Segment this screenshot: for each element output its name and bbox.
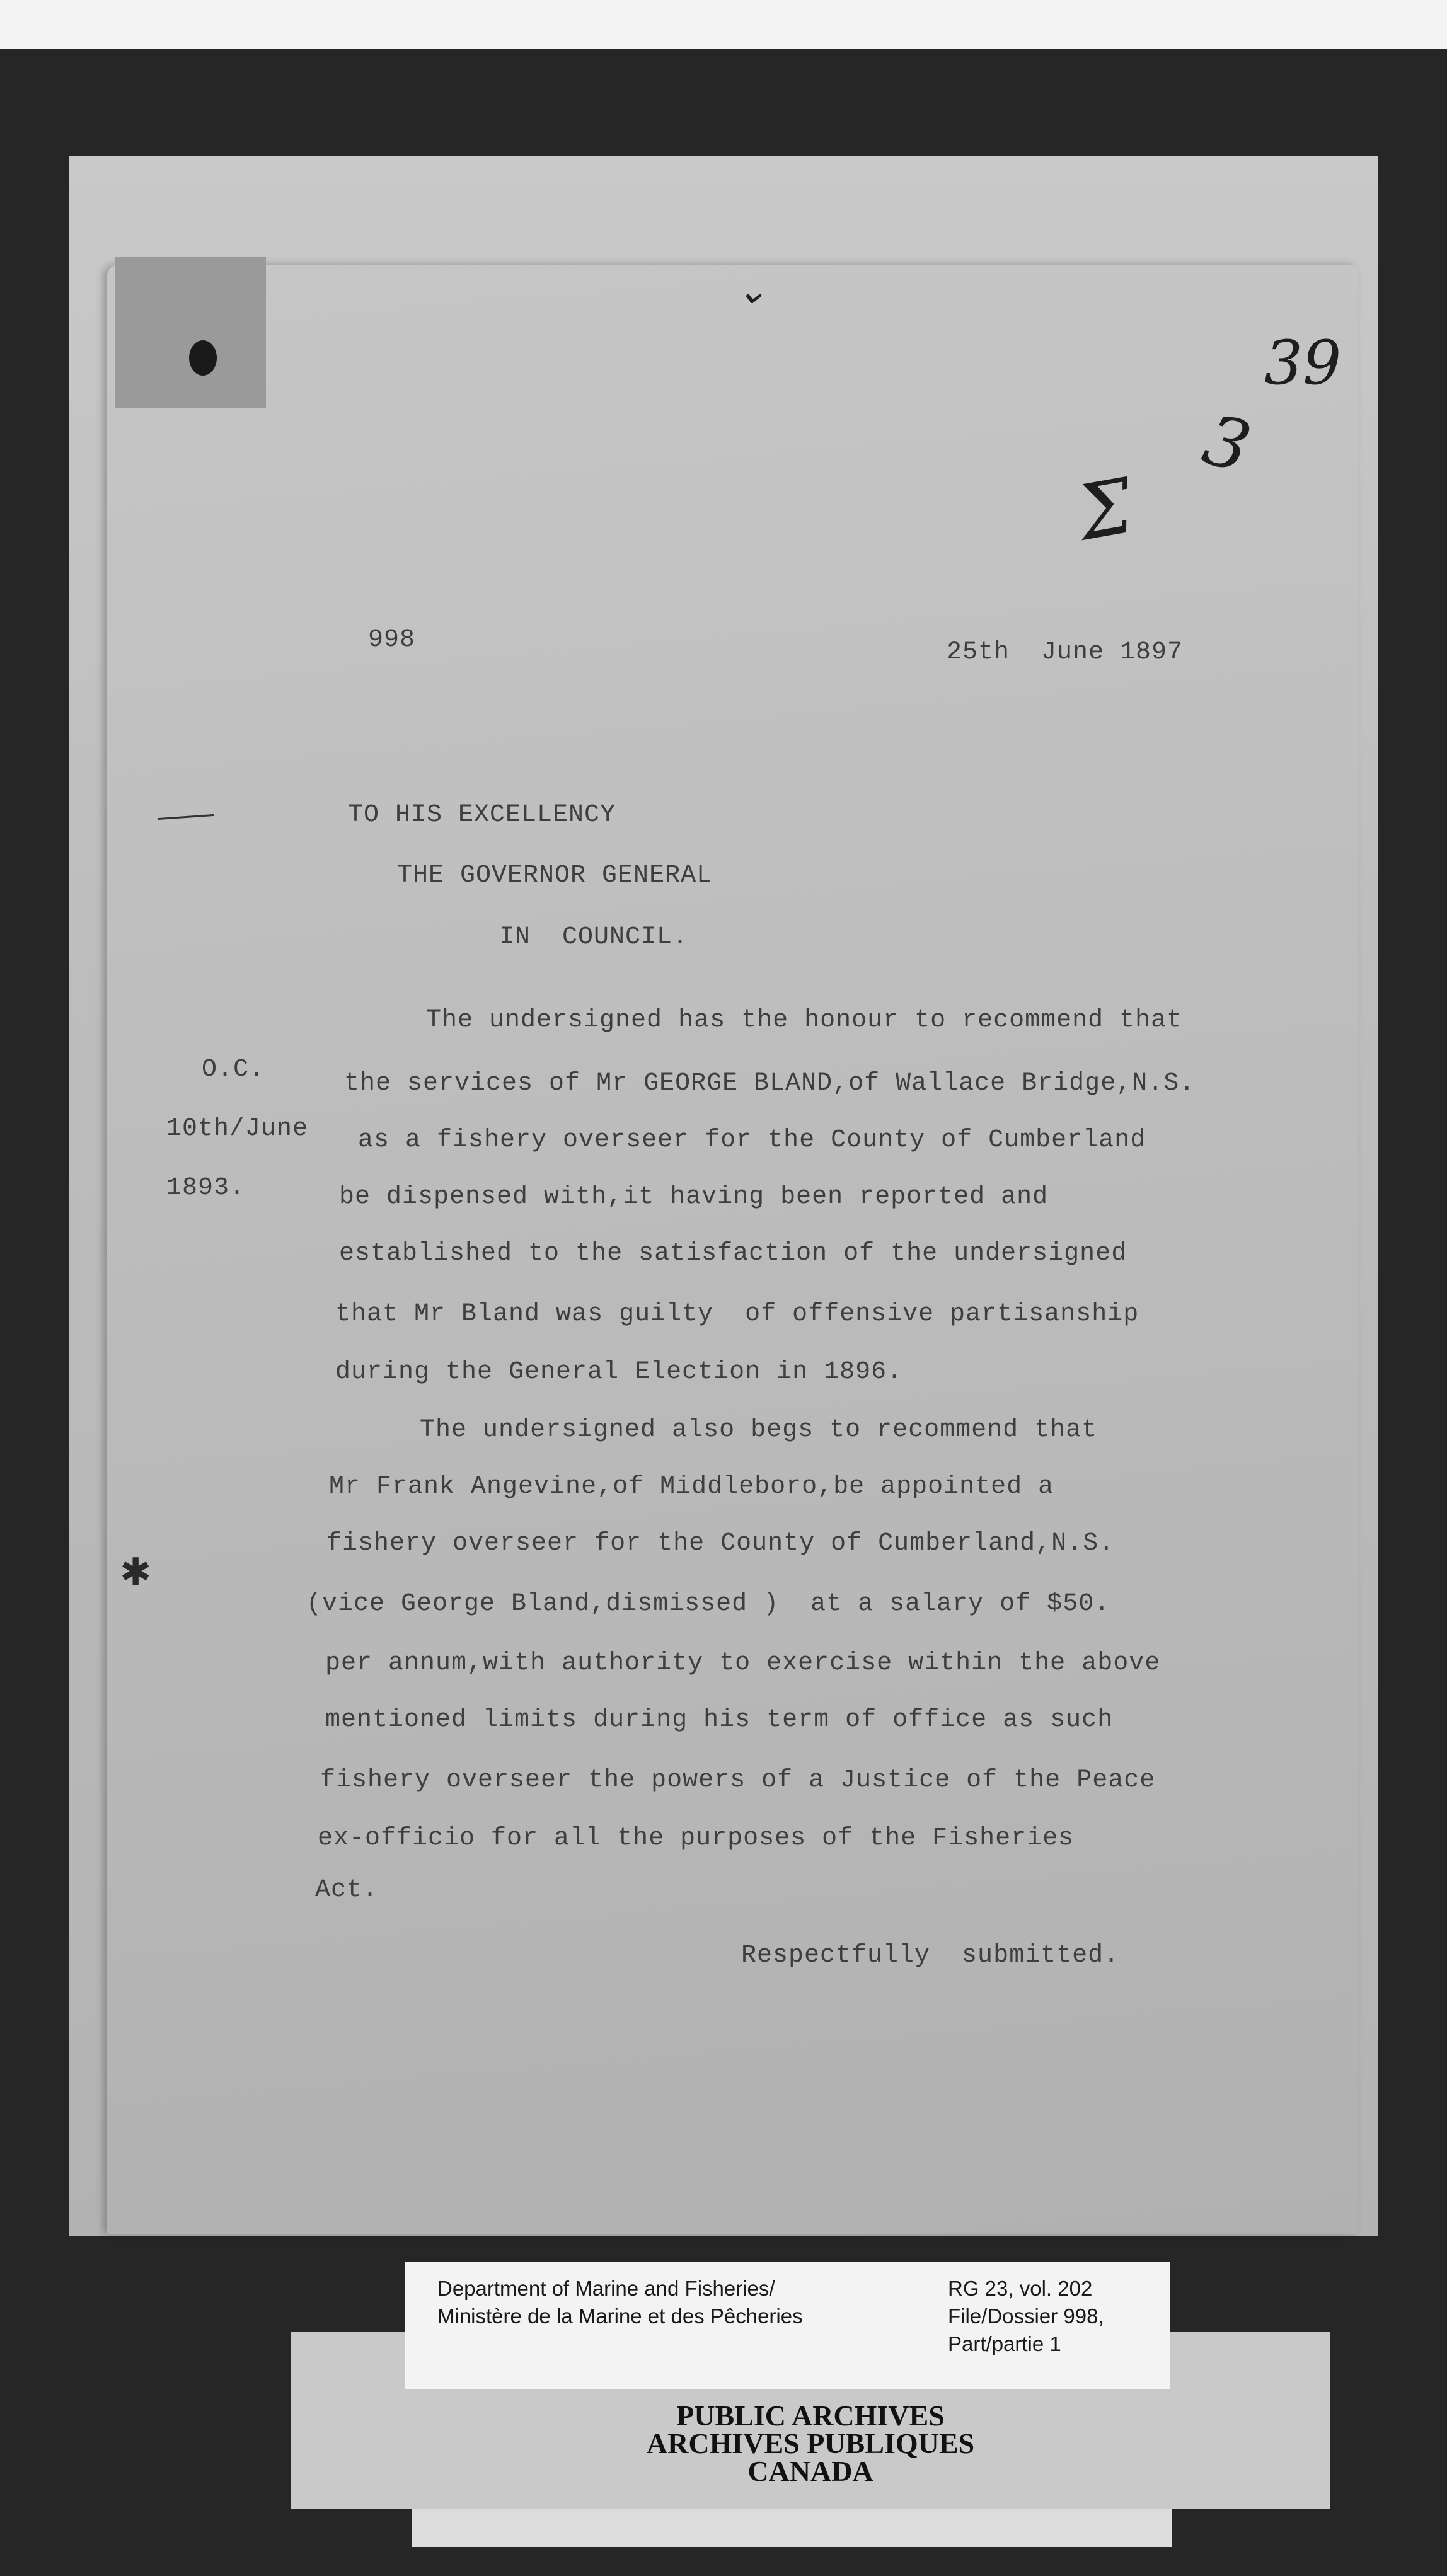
para1-line-2: the services of Mr GEORGE BLAND,of Wallace Bridge,N.S. (344, 1069, 1196, 1098)
para2-line-8: ex-officio for all the purposes of the Fisheries (318, 1824, 1075, 1853)
archive-stamp-strip (412, 2509, 1172, 2547)
stamp-line-2: ARCHIVES PUBLIQUES (646, 2427, 975, 2459)
folio-number: 39 (1264, 328, 1342, 398)
label-department (437, 2275, 803, 2330)
para1-line-1: The undersigned has the honour to recommend that (426, 1006, 1183, 1035)
stamp-line-3: CANADA (747, 2455, 873, 2487)
punch-hole (189, 340, 217, 376)
ink-blot: ✱ (120, 1550, 152, 1594)
handwritten-mark-3: 3 (1195, 399, 1259, 488)
para2-line-3: fishery overseer for the County of Cumberland,N.S. (326, 1529, 1115, 1558)
para2-line-7: fishery overseer the powers of a Justice of the Peace (320, 1766, 1156, 1795)
para1-line-3: as a fishery overseer for the County of Cumberland (358, 1126, 1146, 1154)
label-department-fr: Ministère de la Marine et des Pêcheries (437, 2304, 803, 2328)
file-number: 998 (368, 626, 416, 654)
para2-line-9: Act. (315, 1876, 379, 1904)
label-rg: RG 23, vol. 202 (948, 2277, 1093, 2300)
label-part: Part/partie 1 (948, 2332, 1061, 2355)
archive-label (405, 2262, 1170, 2389)
document-date: 25th June 1897 (947, 638, 1184, 667)
binding-tab (115, 257, 266, 408)
label-file: File/Dossier 998, (948, 2304, 1104, 2328)
salutation-line-2: THE GOVERNOR GENERAL (397, 861, 713, 890)
margin-note-line-2: 10th/June (166, 1115, 309, 1143)
para1-line-6: that Mr Bland was guilty of offensive partisanship (335, 1300, 1139, 1328)
tick-mark: ⌄ (736, 268, 768, 313)
para1-line-7: during the General Election in 1896. (335, 1358, 903, 1386)
label-department-en: Department of Marine and Fisheries/ (437, 2277, 775, 2300)
margin-note-line-1: O.C. (202, 1055, 265, 1084)
handwritten-mark-e: Σ (1071, 462, 1140, 558)
para2-line-1: The undersigned also begs to recommend that (420, 1416, 1098, 1444)
margin-note-line-3: 1893. (166, 1174, 246, 1202)
closing: Respectfully submitted. (741, 1941, 1120, 1970)
salutation-line-3: IN COUNCIL. (499, 923, 689, 952)
para2-line-5: per annum,with authority to exercise within the above (325, 1649, 1161, 1677)
stamp-line-1: PUBLIC ARCHIVES (676, 2400, 945, 2432)
label-reference (948, 2275, 1104, 2358)
para1-line-4: be dispensed with,it having been reported and (339, 1183, 1049, 1211)
para2-line-6: mentioned limits during his term of office as such (325, 1706, 1114, 1734)
salutation-line-1: TO HIS EXCELLENCY (348, 801, 616, 829)
para1-line-5: established to the satisfaction of the undersigned (339, 1239, 1127, 1268)
para2-line-2: Mr Frank Angevine,of Middleboro,be appointed a (329, 1473, 1054, 1501)
archive-stamp (291, 2402, 1330, 2485)
para2-line-4: (vice George Bland,dismissed ) at a salary of $50. (306, 1590, 1110, 1618)
